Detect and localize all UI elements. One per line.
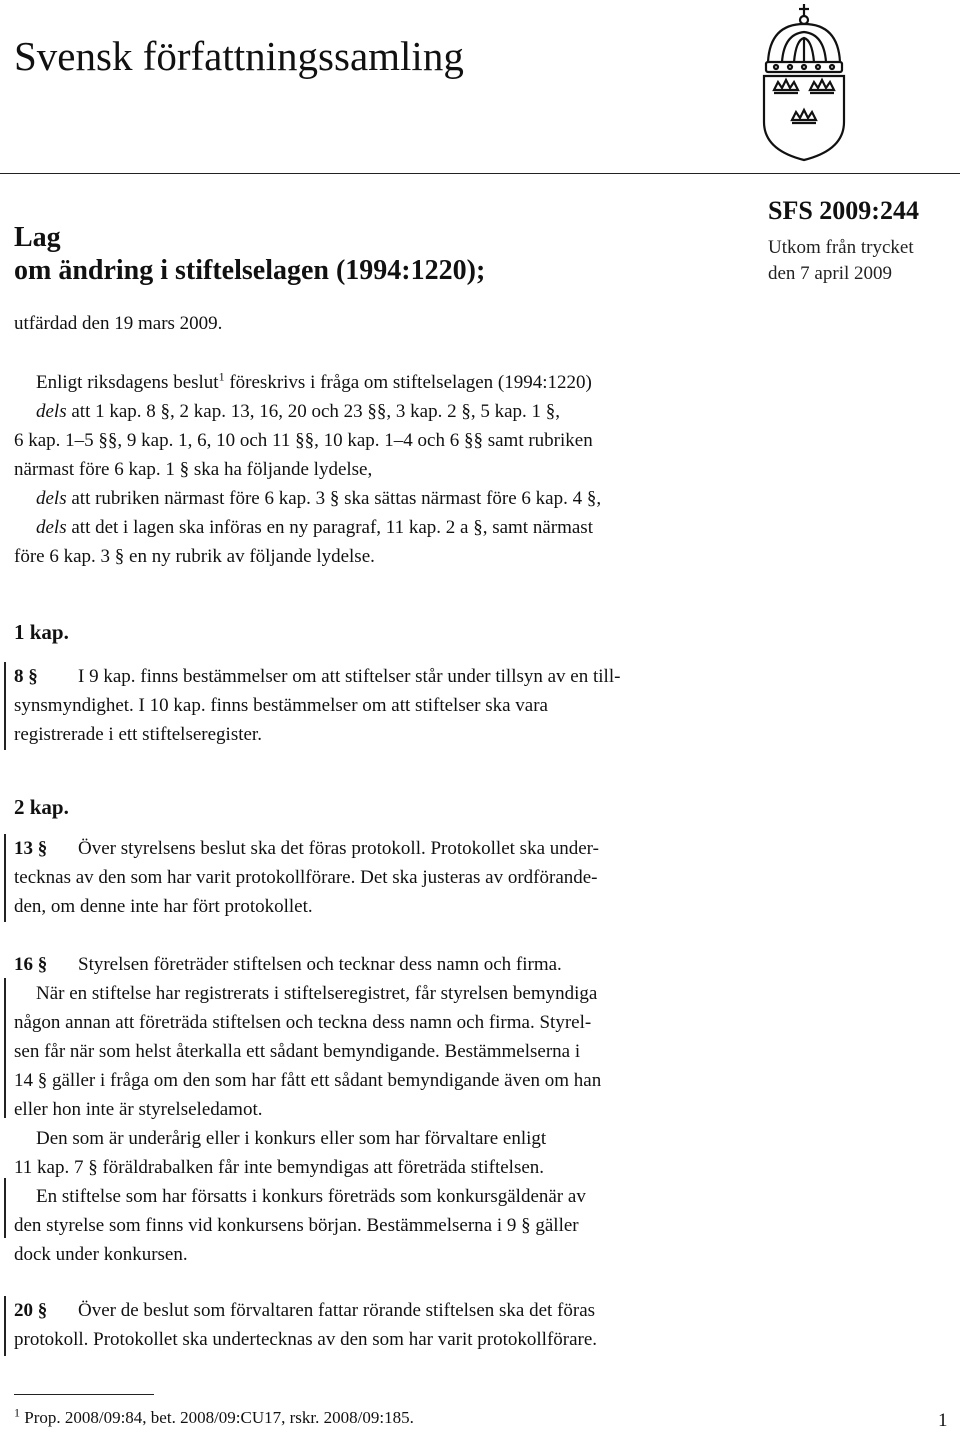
change-bar [4,1178,6,1238]
dels-word: dels [36,401,67,422]
section-line: protokoll. Protokollet ska undertecknas av den som har varit protokollförare. [14,1329,598,1350]
section-number: 13 § [14,838,48,859]
publication-title: Svensk författningssamling [14,33,464,79]
section-number: 16 § [14,954,48,975]
section-line: tecknas av den som har varit protokollförare. Det ska justeras av ordförande- [14,867,598,888]
intro-text: att rubriken närmast före 6 kap. 3 § ska sättas närmast före 6 kap. 4 §, [71,488,602,509]
published-date-line-2: den 7 april 2009 [768,263,893,284]
section-line [14,950,736,979]
section-text: Över de beslut som förvaltaren fattar rörande stiftelsen ska det föras [78,1300,596,1321]
intro-text: föreskrivs i fråga om stiftelselagen (1994:1220) [224,372,592,393]
chapter-heading: 1 kap. [14,620,69,644]
law-title-line-2: om ändring i stiftelselagen (1994:1220); [14,255,486,286]
section-line: dock under konkursen. [14,1244,188,1265]
section-line [14,1296,736,1325]
header-divider [0,173,960,174]
section-line: eller hon inte är styrelseledamot. [14,1099,263,1120]
intro-line [14,368,744,397]
footnote-text: Prop. 2008/09:84, bet. 2008/09:CU17, rskr. 2008/09:185. [20,1408,414,1427]
section-20 [14,1296,736,1354]
intro-paragraph [14,368,744,571]
dels-word: dels [36,517,67,538]
section-line: Den som är underårig eller i konkurs eller som har förvaltare enligt [36,1128,547,1149]
page-number: 1 [938,1410,948,1431]
intro-line [14,397,744,426]
intro-text: att det i lagen ska införas en ny paragraf, 11 kap. 2 a §, samt närmast [71,517,593,538]
intro-text: att 1 kap. 8 §, 2 kap. 13, 16, 20 och 23 §§, 3 kap. 2 §, 5 kap. 1 §, [71,401,561,422]
footnote-reference: 1 [218,369,225,384]
intro-line: närmast före 6 kap. 1 § ska ha följande lydelse, [14,459,373,480]
intro-line: 6 kap. 1–5 §§, 9 kap. 1, 6, 10 och 11 §§, 10 kap. 1–4 och 6 §§ samt rubriken [14,430,593,451]
section-line: 14 § gäller i fråga om den som har fått ett sådant bemyndigande även om han [14,1070,602,1091]
intro-line [14,513,744,542]
sfs-number: SFS 2009:244 [768,196,919,225]
section-line: När en stiftelse har registrerats i stiftelseregistret, får styrelsen bemyndiga [36,983,598,1004]
section-line: någon annan att företräda stiftelsen och teckna dess namn och firma. Styrel- [14,1012,592,1033]
section-line: synsmyndighet. I 10 kap. finns bestämmelser om att stiftelser ska vara [14,695,548,716]
section-line: den, om denne inte har fört protokollet. [14,896,313,917]
section-number: 20 § [14,1300,48,1321]
section-line: En stiftelse som har försatts i konkurs företräds som konkursgäldenär av [36,1186,586,1207]
intro-text: Enligt riksdagens beslut [36,372,219,393]
law-title-line-1: Lag [14,222,61,253]
issued-date: utfärdad den 19 mars 2009. [14,313,223,334]
section-text: Över styrelsens beslut ska det föras protokoll. Protokollet ska under- [78,838,599,859]
section-line [14,834,736,863]
change-bar [4,978,6,1118]
section-13 [14,834,736,921]
section-line: 11 kap. 7 § föräldrabalken får inte bemyndigas att företräda stiftelsen. [14,1157,545,1178]
dels-word: dels [36,488,67,509]
section-line [14,662,736,691]
change-bar [4,662,6,750]
section-line: registrerade i ett stiftelseregister. [14,724,262,745]
section-line: sen får när som helst återkalla ett sådant bemyndigande. Bestämmelserna i [14,1041,581,1062]
chapter-heading: 2 kap. [14,795,69,819]
footnote-mark: 1 [14,1405,20,1420]
section-16 [14,950,736,1269]
footnote [14,1405,414,1428]
section-number: 8 § [14,666,38,687]
published-date-line-1: Utkom från trycket [768,237,914,258]
change-bar [4,834,6,922]
footnote-divider [14,1394,154,1395]
section-text: Styrelsen företräder stiftelsen och tecknar dess namn och firma. [78,954,562,975]
coat-of-arms-icon [758,2,850,162]
intro-line [14,484,744,513]
section-text: I 9 kap. finns bestämmelser om att stiftelser står under tillsyn av en till- [78,666,621,687]
intro-line: före 6 kap. 3 § en ny rubrik av följande lydelse. [14,546,375,567]
section-8 [14,662,736,749]
change-bar [4,1296,6,1356]
section-line: den styrelse som finns vid konkursens början. Bestämmelserna i 9 § gäller [14,1215,579,1236]
